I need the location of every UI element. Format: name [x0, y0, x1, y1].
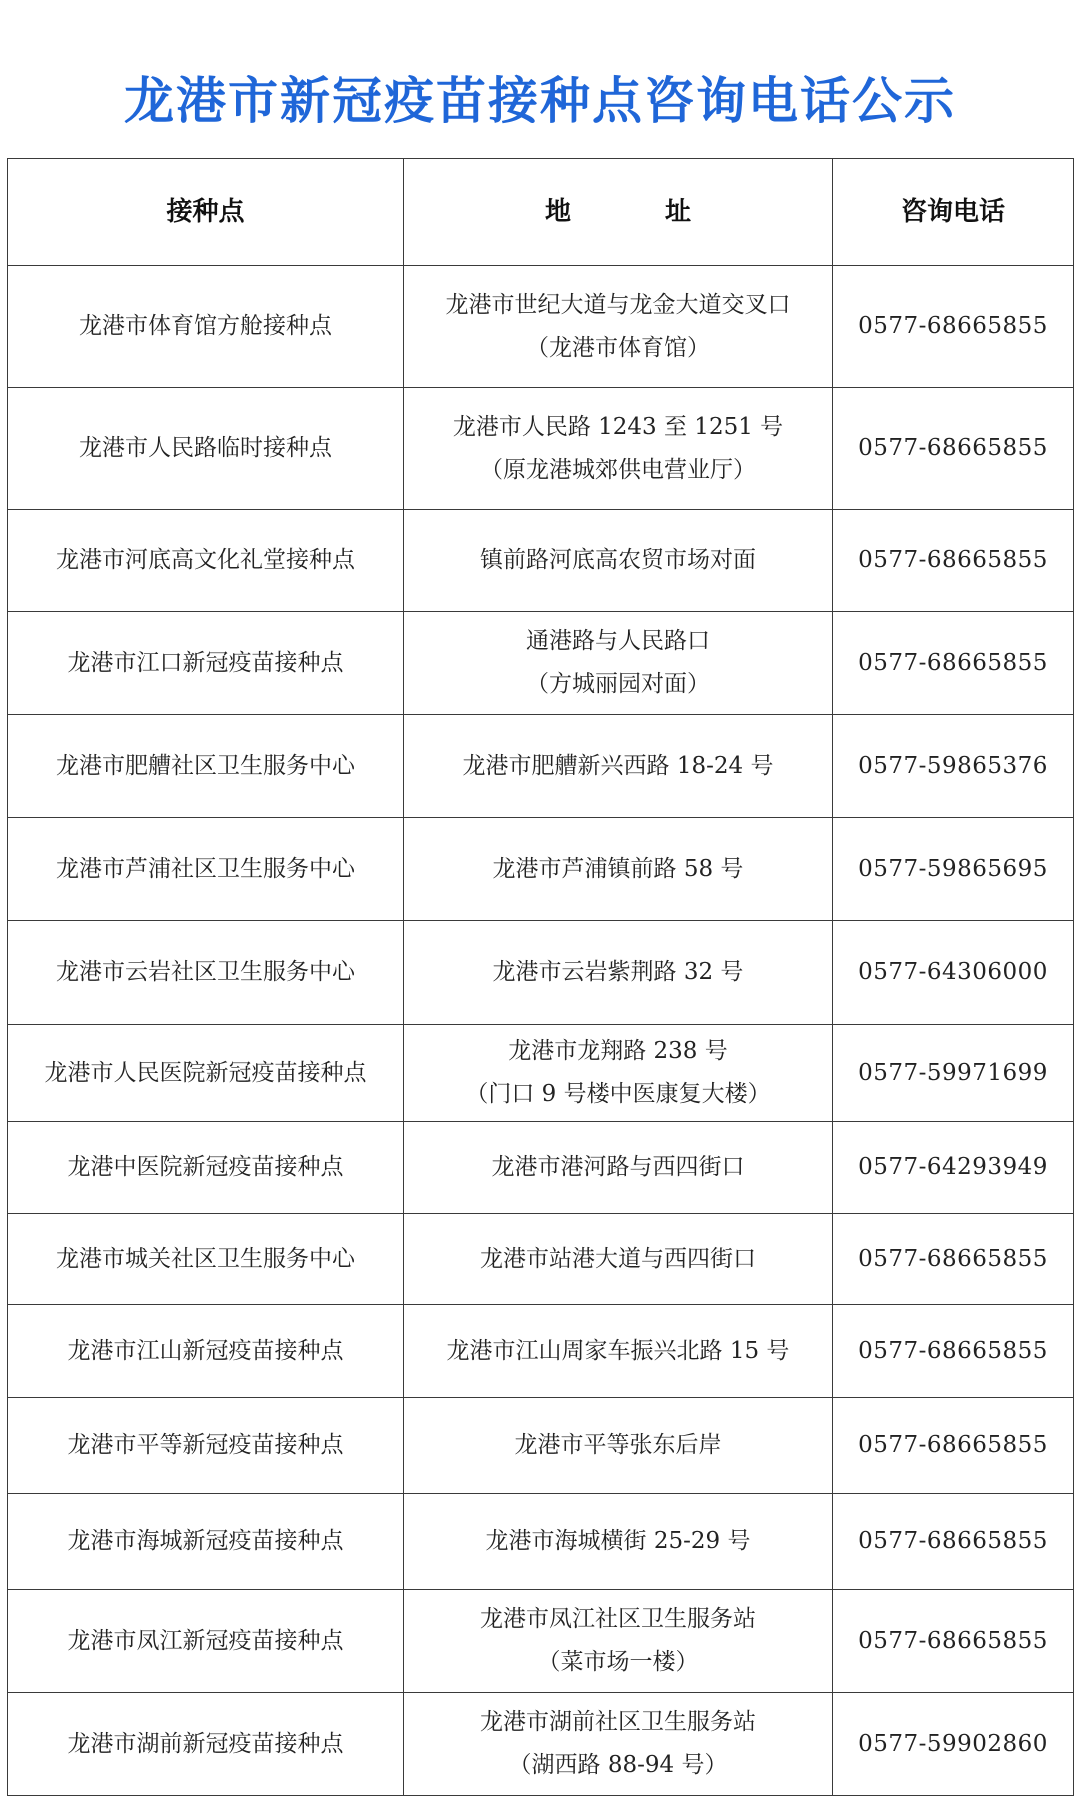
table-row — [8, 1025, 1074, 1122]
page-title: 龙港市新冠疫苗接种点咨询电话公示 — [124, 72, 956, 130]
address-cell: 龙港市芦浦镇前路 58 号 — [404, 818, 833, 921]
phone-cell: 0577-68665855 — [833, 1590, 1074, 1693]
phone-cell: 0577-68665855 — [833, 1214, 1074, 1305]
table-header-row — [8, 159, 1074, 266]
site-cell: 龙港市凤江新冠疫苗接种点 — [8, 1590, 404, 1693]
site-cell: 龙港市芦浦社区卫生服务中心 — [8, 818, 404, 921]
address-cell: 镇前路河底高农贸市场对面 — [404, 510, 833, 612]
site-cell: 龙港市河底高文化礼堂接种点 — [8, 510, 404, 612]
table-row — [8, 510, 1074, 612]
table-row — [8, 388, 1074, 510]
table-row — [8, 612, 1074, 715]
phone-cell: 0577-68665855 — [833, 1494, 1074, 1590]
table-row — [8, 921, 1074, 1025]
site-cell: 龙港市云岩社区卫生服务中心 — [8, 921, 404, 1025]
site-cell: 龙港市人民路临时接种点 — [8, 388, 404, 510]
address-cell: 龙港市港河路与西四街口 — [404, 1122, 833, 1214]
site-cell: 龙港中医院新冠疫苗接种点 — [8, 1122, 404, 1214]
address-cell: 龙港市肥艚新兴西路 18-24 号 — [404, 715, 833, 818]
vaccination-sites-table — [7, 158, 1074, 1796]
phone-cell: 0577-68665855 — [833, 612, 1074, 715]
table-row — [8, 715, 1074, 818]
phone-cell: 0577-68665855 — [833, 1398, 1074, 1494]
phone-cell: 0577-64306000 — [833, 921, 1074, 1025]
header-address: 地 址 — [404, 159, 833, 266]
address-cell: 龙港市站港大道与西四街口 — [404, 1214, 833, 1305]
table-row — [8, 266, 1074, 388]
site-cell: 龙港市江口新冠疫苗接种点 — [8, 612, 404, 715]
site-cell: 龙港市肥艚社区卫生服务中心 — [8, 715, 404, 818]
phone-cell: 0577-64293949 — [833, 1122, 1074, 1214]
phone-cell: 0577-59865695 — [833, 818, 1074, 921]
phone-cell: 0577-68665855 — [833, 266, 1074, 388]
address-cell: 龙港市龙翔路 238 号 （门口 9 号楼中医康复大楼） — [404, 1025, 833, 1122]
address-cell: 龙港市海城横街 25-29 号 — [404, 1494, 833, 1590]
table-row — [8, 1693, 1074, 1796]
table-row — [8, 1494, 1074, 1590]
site-cell: 龙港市城关社区卫生服务中心 — [8, 1214, 404, 1305]
address-cell: 龙港市江山周家车振兴北路 15 号 — [404, 1305, 833, 1398]
site-cell: 龙港市人民医院新冠疫苗接种点 — [8, 1025, 404, 1122]
address-cell: 龙港市湖前社区卫生服务站 （湖西路 88-94 号） — [404, 1693, 833, 1796]
phone-cell: 0577-68665855 — [833, 1305, 1074, 1398]
header-site: 接种点 — [8, 159, 404, 266]
table-row — [8, 1590, 1074, 1693]
table-row — [8, 1305, 1074, 1398]
table-row — [8, 1398, 1074, 1494]
phone-cell: 0577-59865376 — [833, 715, 1074, 818]
phone-cell: 0577-59902860 — [833, 1693, 1074, 1796]
table-row — [8, 818, 1074, 921]
phone-cell: 0577-59971699 — [833, 1025, 1074, 1122]
table-row — [8, 1122, 1074, 1214]
address-cell: 龙港市世纪大道与龙金大道交叉口 （龙港市体育馆） — [404, 266, 833, 388]
site-cell: 龙港市平等新冠疫苗接种点 — [8, 1398, 404, 1494]
address-cell: 龙港市凤江社区卫生服务站 （菜市场一楼） — [404, 1590, 833, 1693]
address-cell: 龙港市平等张东后岸 — [404, 1398, 833, 1494]
site-cell: 龙港市江山新冠疫苗接种点 — [8, 1305, 404, 1398]
address-cell: 龙港市云岩紫荆路 32 号 — [404, 921, 833, 1025]
phone-cell: 0577-68665855 — [833, 510, 1074, 612]
address-cell: 龙港市人民路 1243 至 1251 号 （原龙港城郊供电营业厅） — [404, 388, 833, 510]
site-cell: 龙港市体育馆方舱接种点 — [8, 266, 404, 388]
header-phone: 咨询电话 — [833, 159, 1074, 266]
site-cell: 龙港市湖前新冠疫苗接种点 — [8, 1693, 404, 1796]
phone-cell: 0577-68665855 — [833, 388, 1074, 510]
address-cell: 通港路与人民路口 （方城丽园对面） — [404, 612, 833, 715]
table-row — [8, 1214, 1074, 1305]
site-cell: 龙港市海城新冠疫苗接种点 — [8, 1494, 404, 1590]
